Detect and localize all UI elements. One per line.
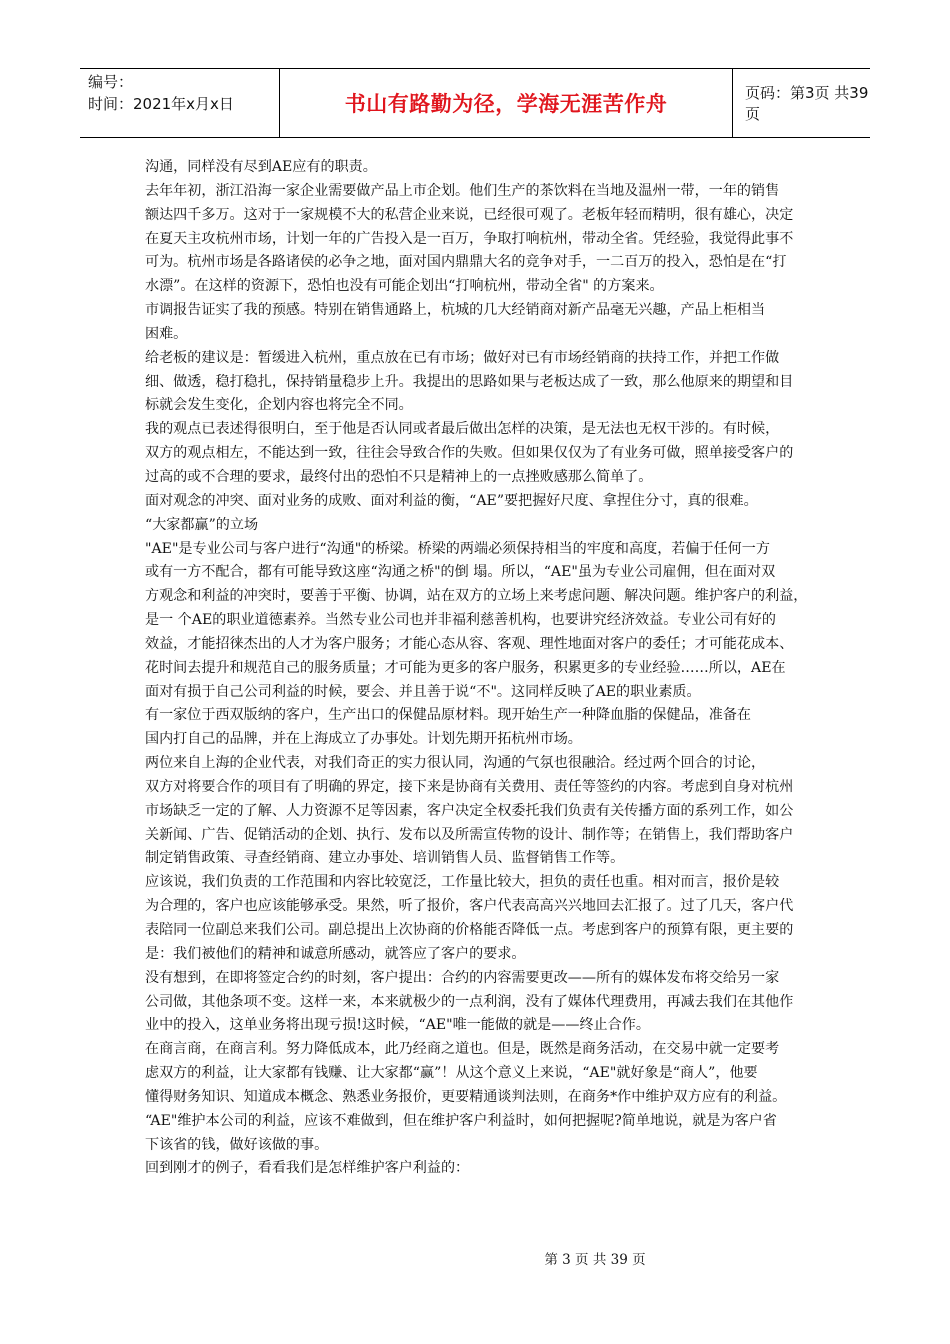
text-line: 水漂”。在这样的资源下，恐怕也没有可能企划出“打响杭州，带动全省" 的方案来。	[145, 278, 664, 295]
text-line: 制定销售政策、寻查经销商、建立办事处、培训销售人员、监督销售工作等。	[145, 850, 625, 867]
text-line: 面对有损于自己公司利益的时候，要会、并且善于说“不"。这同样反映了AE的职业素质。	[145, 683, 701, 700]
date-label: 时间：2021年x月x日	[88, 95, 234, 113]
text-line: 过高的或不合理的要求，最终付出的恐怕不只是精神上的一点挫败感那么简单了。	[145, 468, 653, 485]
text-line: 为合理的，客户也应该能够承受。果然，听了报价，客户代表高高兴兴地回去汇报了。过了几天，客户代	[145, 898, 794, 915]
text-line: 懂得财务知识、知道成本概念、熟悉业务报价，更要精通谈判法则，在商务*作中维护双方应有的利益。	[145, 1088, 787, 1105]
text-line: 国内打自己的品牌，并在上海成立了办事处。计划先期开拓杭州市场。	[145, 731, 582, 748]
text-line: 可为。杭州市场是各路诸侯的必争之地，面对国内鼎鼎大名的竞争对手，一二百万的投入，恐怕是在“打	[145, 254, 787, 271]
text-line: 回到刚才的例子，看看我们是怎样维护客户利益的：	[145, 1160, 470, 1177]
text-line: 困难。	[145, 325, 188, 342]
text-line: 市调报告证实了我的预感。特别在销售通路上，杭城的几大经销商对新产品毫无兴趣，产品上柜相当	[145, 302, 766, 319]
page-header	[80, 68, 870, 138]
text-line: 细、做透，稳打稳扎，保持销量稳步上升。我提出的思路如果与老板达成了一致，那么他原来的期望和目	[145, 373, 794, 390]
text-line: 表陪同一位副总来我们公司。副总提出上次协商的价格能否降低一点。考虑到客户的预算有限，更主要的	[145, 922, 794, 938]
text-line: “AE"维护本公司的利益，应该不难做到，但在维护客户利益时，如何把握呢?简单地说，就是为客户省	[145, 1112, 777, 1129]
text-line: 两位来自上海的企业代表，对我们奇正的实力很认同，沟通的气氛也很融洽。经过两个回合的讨论，	[145, 755, 766, 772]
text-line: 应该说，我们负责的工作范围和内容比较宽泛，工作量比较大，担负的责任也重。相对而言，报价是较	[145, 874, 780, 891]
text-line: 面对观念的冲突、面对业务的成败、面对利益的衡，“AE”要把握好尺度、拿捏住分寸，真的很难。	[145, 492, 758, 509]
text-line: 我的观点已表述得很明白，至于他是否认同或者最后做出怎样的决策，是无法也无权干涉的。有时候，	[145, 421, 780, 438]
text-line: "AE"是专业公司与客户进行“沟通"的桥梁。桥梁的两端必须保持相当的牢度和高度，若偏于任何一方	[145, 540, 770, 557]
header-motto-cell	[280, 69, 733, 137]
text-line: 在夏天主攻杭州市场，计划一年的广告投入是一百万，争取打响杭州，带动全省。凭经验，我觉得此事不	[145, 230, 794, 247]
header-motto: 书山有路勤为径，学海无涯苦作舟	[344, 92, 668, 116]
text-line: 标就会发生变化，企划内容也将完全不同。	[145, 397, 413, 414]
text-line: 是：我们被他们的精神和诚意所感动，就答应了客户的要求。	[145, 945, 526, 962]
doc-number-label: 编号：	[88, 73, 134, 91]
text-line: 方观念和利益的冲突时，要善于平衡、协调，站在双方的立场上来考虑问题、解决问题。维护客户的利益，	[145, 588, 808, 605]
text-line: 虑双方的利益，让大家都有钱赚、让大家都“赢”！从这个意义上来说，“AE"就好象是“商人”，他要	[145, 1065, 758, 1082]
header-page-info: 页码：第3页 共39页	[745, 84, 869, 123]
text-line: “大家都赢”的立场	[145, 516, 259, 533]
text-line: 关新闻、广告、促销活动的企划、执行、发布以及所需宣传物的设计、制作等；在销售上，我们帮助客户	[145, 826, 794, 843]
text-line: 双方的观点相左，不能达到一致，往往会导致合作的失败。但如果仅仅为了有业务可做，照单接受客户的	[145, 445, 794, 462]
text-line: 花时间去提升和规范自己的服务质量；才可能为更多的客户服务，积累更多的专业经验……所以，AE在	[145, 659, 786, 676]
text-line: 沟通，同样没有尽到AE应有的职责。	[145, 159, 377, 175]
header-meta	[80, 69, 280, 137]
page-footer: 第 3 页 共 39 页	[544, 1252, 646, 1268]
text-line: 下该省的钱，做好该做的事。	[145, 1136, 329, 1153]
text-line: 效益，才能招徕杰出的人才为客户服务；才能心态从容、客观、理性地面对客户的委任；才可能花成本、	[145, 635, 794, 652]
text-line: 是一 个AE的职业道德素养。当然专业公司也并非福利慈善机构，也要讲究经济效益。专业公司有好的	[145, 612, 776, 629]
text-line: 市场缺乏一定的了解、人力资源不足等因素，客户决定全权委托我们负责有关传播方面的系列工作，如公	[145, 802, 794, 819]
text-line: 去年年初，浙江沿海一家企业需要做产品上市企划。他们生产的茶饮料在当地及温州一带，一年的销售	[145, 182, 780, 199]
text-line: 给老板的建议是：暂缓进入杭州，重点放在已有市场；做好对已有市场经销商的扶持工作，并把工作做	[145, 349, 780, 366]
text-line: 额达四千多万。这对于一家规模不大的私营企业来说，已经很可观了。老板年轻而精明，很有雄心，决定	[145, 206, 794, 223]
text-line: 公司做，其他条项不变。这样一来，本来就极少的一点利润，没有了媒体代理费用，再减去我们在其他作	[145, 993, 794, 1010]
text-line: 或有一方不配合，都有可能导致这座“沟通之桥"的倒 塌。所以，“AE"虽为专业公司雇佣，但在面对双	[145, 564, 776, 581]
text-line: 在商言商，在商言利。努力降低成本，此乃经商之道也。但是，既然是商务活动，在交易中就一定要考	[145, 1041, 780, 1058]
text-line: 没有想到，在即将签定合约的时刻，客户提出：合约的内容需要更改——所有的媒体发布将交给另一家	[145, 969, 780, 986]
text-line: 有一家位于西双版纳的客户，生产出口的保健品原材料。现开始生产一种降血脂的保健品，准备在	[145, 707, 752, 724]
text-line: 双方对将要合作的项目有了明确的界定，接下来是协商有关费用、责任等签约的内容。考虑到自身对杭州	[145, 778, 794, 795]
header-page-info-cell	[733, 69, 870, 137]
document-body	[145, 156, 810, 1181]
text-line: 业中的投入，这单业务将出现亏损!这时候，“AE"唯一能做的就是——终止合作。	[145, 1017, 650, 1034]
